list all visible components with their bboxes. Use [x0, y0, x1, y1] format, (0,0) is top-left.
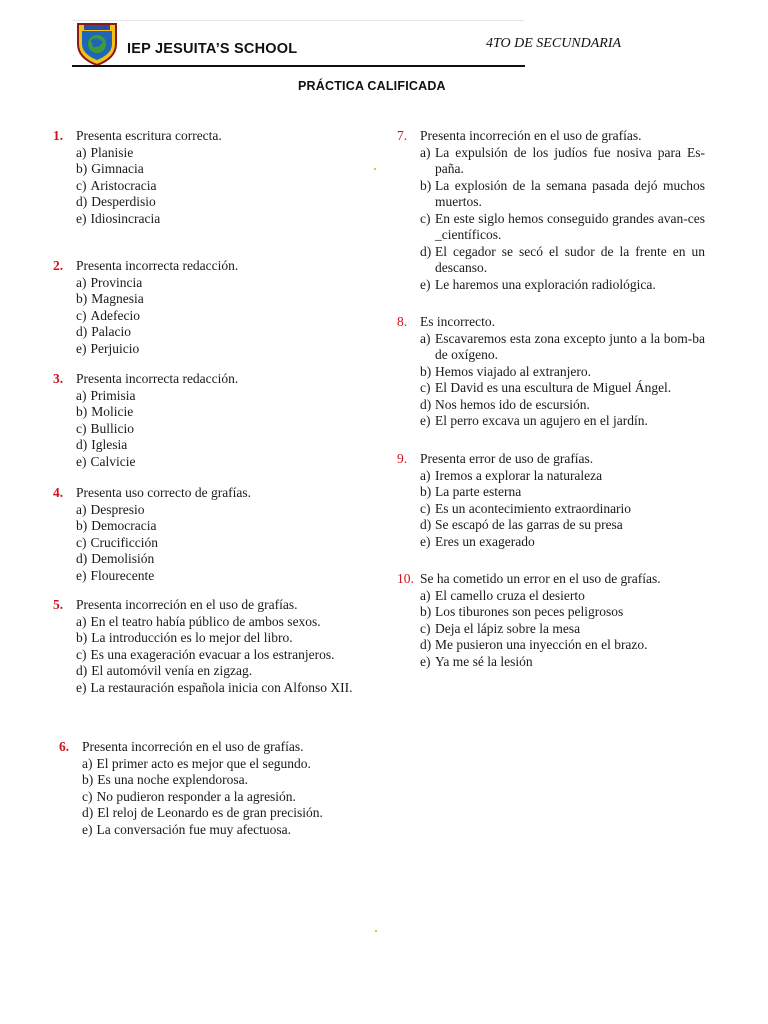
- question-number: 3.: [53, 371, 64, 386]
- document-title: PRÁCTICA CALIFICADA: [298, 79, 446, 93]
- option-b: b) Hemos viajado al extranjero.: [420, 363, 591, 379]
- option-b: b) La introducción es lo mejor del libro.: [76, 630, 293, 645]
- option-a: a) En el teatro había público de ambos sexos.: [76, 613, 321, 629]
- school-crest-logo: [74, 22, 120, 66]
- question-stem: 7. Presenta incorreción en el uso de grafías.: [397, 128, 642, 143]
- header-top-line: [72, 20, 524, 21]
- option-c: c) Adefecio: [76, 307, 140, 323]
- question-stem: 1. Presenta escritura correcta.: [53, 128, 222, 143]
- option-e: e) Eres un exagerado: [420, 533, 535, 549]
- question-stem: 9. Presenta error de uso de grafías.: [397, 451, 594, 466]
- option-c: c) Crucificción: [76, 534, 158, 550]
- option-c: c) Aristocracia: [76, 177, 157, 193]
- option-d: d) El cegador se secó el sudor de la frente en un descanso.: [420, 243, 705, 275]
- option-e: e) Flourecente: [76, 567, 155, 583]
- question-stem: 3. Presenta incorrecta redacción.: [53, 371, 239, 386]
- option-c: c) Es una exageración evacuar a los estranjeros.: [76, 646, 335, 662]
- option-a: a) Planisie: [76, 144, 134, 160]
- question-stem: 6. Presenta incorreción en el uso de grafías.: [59, 739, 304, 754]
- option-c: c) Deja el lápiz sobre la mesa: [420, 620, 581, 636]
- option-c: c) Es un acontecimiento extraordinario: [420, 500, 632, 516]
- question-5: [53, 597, 365, 696]
- option-a: a) Escavaremos esta zona excepto junto a la bom-ba de oxígeno.: [420, 330, 705, 362]
- option-d: d) El reloj de Leonardo es de gran precisión.: [82, 805, 323, 820]
- option-b: b) Gimnacia: [76, 161, 144, 176]
- option-c: c) Bullicio: [76, 420, 134, 436]
- option-b: b) Los tiburones son peces peligrosos: [420, 604, 624, 619]
- question-stem: 5. Presenta incorreción en el uso de grafías.: [53, 597, 298, 612]
- option-a: a) Iremos a explorar la naturaleza: [420, 467, 603, 483]
- question-8: [397, 314, 705, 430]
- option-a: a) La expulsión de los judíos fue nosiva para Es-paña.: [420, 144, 705, 176]
- school-name: IEP JESUITA’S SCHOOL: [127, 41, 298, 57]
- option-e: e) Ya me sé la lesión: [420, 653, 533, 669]
- question-6: [59, 739, 323, 838]
- option-e: e) La restauración española inicia con Alfonso XII.: [76, 679, 353, 695]
- question-1: [53, 128, 222, 227]
- option-e: e) La conversación fue muy afectuosa.: [82, 821, 292, 837]
- option-b: b) Es una noche explendorosa.: [82, 772, 248, 787]
- option-e: e) Calvicie: [76, 453, 136, 469]
- question-number: 2.: [53, 258, 64, 273]
- question-9: [397, 451, 705, 550]
- stray-mark: [374, 168, 376, 170]
- option-e: e) Le haremos una exploración radiológica.: [420, 276, 656, 292]
- option-e: e) Idiosincracia: [76, 210, 161, 226]
- question-number: 10.: [397, 571, 414, 586]
- option-c: c) En este siglo hemos conseguido grandes avan-ces _científicos.: [420, 210, 705, 242]
- question-number: 7.: [397, 128, 408, 143]
- header-rule: [72, 65, 525, 67]
- option-b: b) La explosión de la semana pasada dejó muchos muertos.: [420, 177, 705, 209]
- grade-label: 4TO DE SECUNDARIA: [486, 36, 622, 51]
- option-a: a) El primer acto es mejor que el segundo.: [82, 755, 311, 771]
- option-c: c) No pudieron responder a la agresión.: [82, 788, 296, 804]
- option-c: c) El David es una escultura de Miguel Ángel.: [420, 380, 672, 395]
- option-d: d) Se escapó de las garras de su presa: [420, 517, 623, 532]
- question-number: 5.: [53, 597, 64, 612]
- question-number: 8.: [397, 314, 408, 329]
- option-d: d) Iglesia: [76, 437, 128, 452]
- question-stem: 4. Presenta uso correcto de grafías.: [53, 485, 252, 500]
- option-d: d) Palacio: [76, 324, 131, 339]
- stray-mark: [375, 930, 377, 932]
- option-a: a) Despresio: [76, 501, 145, 517]
- question-2: [53, 258, 238, 357]
- question-stem: 2. Presenta incorrecta redacción.: [53, 258, 239, 273]
- option-d: d) Desperdisio: [76, 194, 156, 209]
- question-number: 1.: [53, 128, 64, 143]
- question-number: 6.: [59, 739, 70, 754]
- option-d: d) El automóvil venía en zigzag.: [76, 663, 253, 678]
- option-d: d) Me pusieron una inyección en el brazo.: [420, 637, 648, 652]
- option-d: d) Nos hemos ido de escursión.: [420, 396, 590, 412]
- question-7: [397, 128, 705, 293]
- question-4: [53, 485, 251, 584]
- option-a: a) El camello cruza el desierto: [420, 587, 585, 603]
- question-number: 4.: [53, 485, 64, 500]
- question-stem: 10. Se ha cometido un error en el uso de grafías.: [397, 571, 661, 586]
- option-b: b) Molicie: [76, 404, 134, 419]
- option-e: e) Perjuicio: [76, 340, 140, 356]
- option-e: e) El perro excava un agujero en el jardín.: [420, 413, 648, 428]
- question-3: [53, 371, 238, 470]
- question-stem: 8. Es incorrecto.: [397, 314, 495, 329]
- option-b: b) La parte esterna: [420, 484, 522, 499]
- option-a: a) Provincia: [76, 274, 143, 290]
- option-a: a) Primisia: [76, 387, 136, 403]
- option-b: b) Magnesia: [76, 291, 144, 306]
- question-number: 9.: [397, 451, 408, 466]
- option-d: d) Demolisión: [76, 551, 155, 566]
- question-10: [397, 571, 705, 670]
- option-b: b) Democracia: [76, 518, 157, 533]
